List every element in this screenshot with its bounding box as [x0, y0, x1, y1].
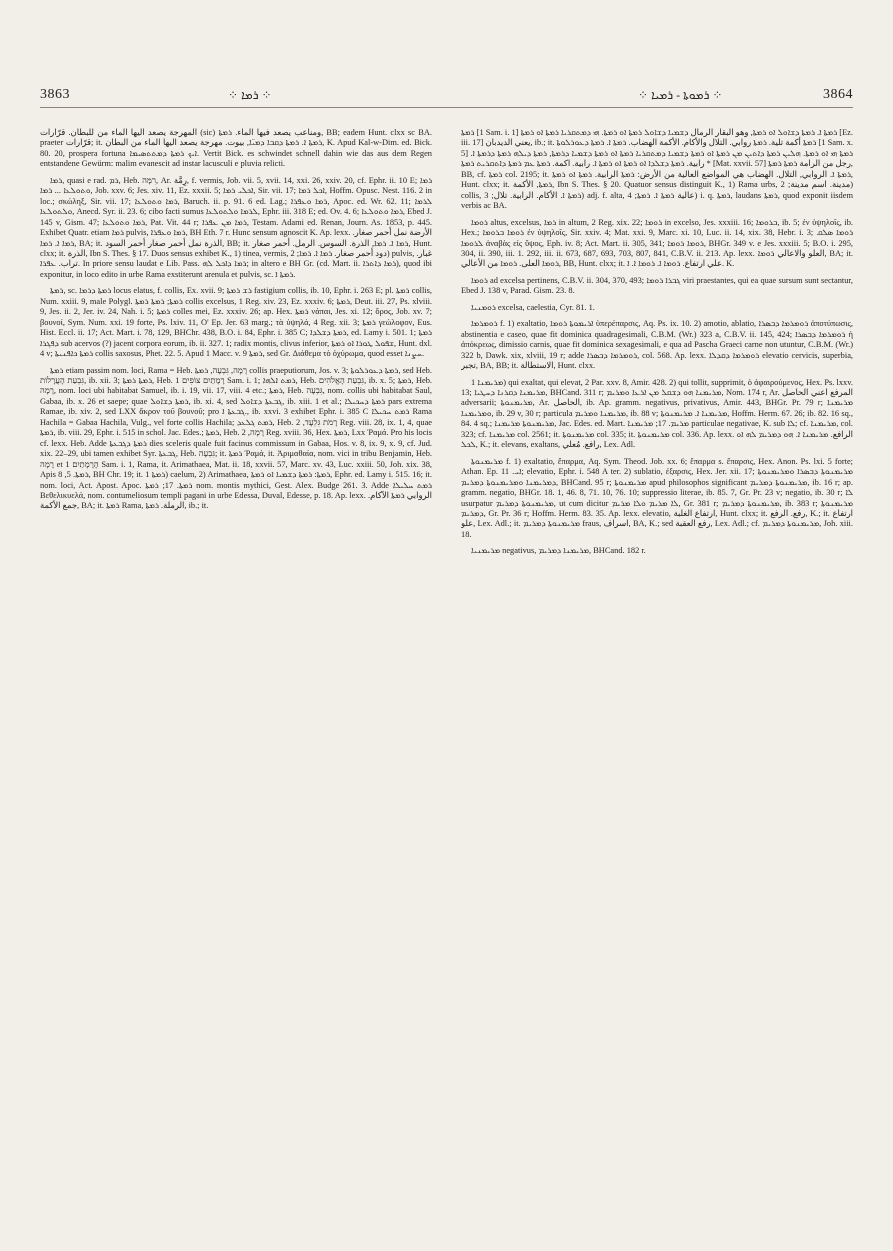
left-running-title: ⁘ ܪܡܐ ⁘: [228, 88, 272, 102]
entry-paragraph: ܪܘܡܐ altus, excelsus, ܪܡܐ in altum, 2 Reg. xix. 22; ܪܘܡܐ in excelso, Jes. xxxiii. 16; ܒܪܘܡܐ, ib. 5; ἐν ὑψηλοῖς, ib. Hex.; ܪܘܡܐ ܒܪܘܡܐ ἐν ὑψηλοῖς, Sir. xxiv. 4; Mat. xxi. 9, Marc. xi. 10, Luc. ii. 14, xix. 38, Hebr. i. 3; ܪܘܡܐ ܣܠܩ ܠܪܘܡܐ ἀναβὰς εἰς ὕψος, Eph. iv. 8; Act. Mart. ii. 305, 341; ܪܘܡܐ ܪܘܡܐ, BHGr. 349 v. e Jes. xxxiii. 5; B.O. i. 295, 304, ii. 390, iii. 1. 292, iii. ii. 673, 687, 693, 703, 807, 841, C.B.V. ii. 213. Ap. lexx. العلو والاعالي ܪܘܡܐ, BA; it. ܪܘܡܐ العلى. ܪܘܡܐ من الأعالي, BB, Hunt. clxx; it. علي ارتفاع. ܪܘܡܐ ܐ. ܪܘܡܐ ܐ. ܐ. K.: [461, 217, 853, 269]
entry-paragraph: ܪܘܡܢܝܐ excelsa, caelestia, Cyr. 81. 1.: [471, 302, 595, 312]
right-page-number: 3864: [823, 87, 853, 102]
left-column: [40, 128, 432, 1218]
entry-paragraph: ܪܘܡܐ ad excelsa pertinens, C.B.V. ii. 304, 370, 493; ܓܒܪܐ ܪܘܡܐ viri praestantes, qui ea quae sursum sunt sectantur, Ebed J. 138 v, Parad. Gism. 23. 8.: [461, 275, 853, 296]
entry-paragraph: المهرجة يصعد اليها الماء من للبطان. قرّارات (sic) ومناعب يصعد فيها الماء. ܪܡܬܐ, BB; eadem Hunt. clxx sc BA. praeter قرّارات; it. ܪܡܬܐ ܐ. ܪܡܬܐ ܕܩܒܐ ܕܡܝ̈ܐ, بيوت. مهرجة يصعد اليها الماء من البطان, K. Apud Kal-w-Dim. ed. Bick. 80. 20, prospera fortuna ܐܝܟ ܪܡܬܐ ܕܡܬܬܣܝܡܐ. Vertit Bick. es schwindet schnell dahin wie das aus dem Regen entstandene Gewürm: malim evanescit ad instar lacusculi e pluvia relicti.: [40, 128, 432, 169]
right-column: [461, 128, 853, 1218]
entry-paragraph: ܪܡܬܐ [1 Sam. i. 1] ܪܡܬܐ ܐ. ܪܡܬܐ ܕܫܐܘܠ ܐܘ ܪܡܬܐ, وهو البقار الرمال ܕܫܡܝܐ ܕܫܐܘܠ ܪܡܬܐ ܐܘ ܪܡܬܐ. ܗܝ ܕܡܬܩܪܝܐ ܪܡܬܐ ܐܘ ܪܡܬܐ [Ez. iii. 17] يعني الديدبان, ib.; it. ܪܡܬܐ أكمة تلية. ܪܡܬܐ روابي. التلال والأكام. الأكمة الهضاب. ܪܡܬܐ ܐ. ܪܡܬܐ ܕܥܘܪܠܘܬܐ [1 Sam. x. 5] ܪܡܬܐ ܗܝ ܐܘ ܪܡܬܐ. ܗܠܝܢ ܪܡܬܐ ܕܐܬܝܢ ܡܢ ܪܡܬܐ ܐܘ ܪܡܬܐ ܕܫܡܝܐ ܕܡܬܩܪܝܐ ܪܡܬܐ ܐܘ ܪܡܬܐ ܕܫܡܝܐ ܕܪܡܬܐ, ܪܡܬܐ ܕܝܠܗ ܪܡܬܐ ܕܪܡܬܐ ܐ. رابية. ܪܡܬܐ ܕܫܠܕܐ ܐܘ ܪܡܬܐ ܐܘ ܪܡܬܐ ܐ. رابية. اكمة. ܪܡܬܐ ܥܡ ܪܡܬܐ ܕܐܬܩܪܝܬ ܪܡܬܐ * [Mat. xxvii. 57] رجل من الرامة ܪܡܬܐ ܪܡܬܐ, BB, cf. ܪܡܬܐ col. 2195; it. ܪܡܬܐ ܐ. الروابي, التلال. الهضاب هي المواضع العالية من الأرض: ܪܡܬܐ الرابية. ܪܡܬܐ ܐܘ ܪܡܬܐ, Hunt. clxx; it. ܪܡܬܐ, الأكمة, Ibn S. Thes. § 20. Quatuor sensus distinguit K., 1) Rama urbs, مدينة. اسم مدينة; 2) collis, ܪܡܬܐ ܐ. الأكام. الرابية. تلال; 3) adj. f. alta, عالية ܪܡܬܐ ܐ. ܪܡܬܐ; 4) i. q. ܪܡܬܐ, laudans ܪܡܬܐ, quod exponit iisdem verbis ac BA.: [461, 128, 853, 211]
left-page-number: 3863: [40, 87, 70, 102]
entry-paragraph: ܪܡܐ, quasi e rad. ܪܡ, Heb. רִמָּה, Ar. رِمَّة, f. vermis, Job. vii. 5, xvii. 14, xxi. 26, xxiv. 20, cf. Ephr. ii. 10 E; ܪܡܐ ܘܬܘܠܥܐ ... ܪܡܐ, Job. xxv. 6; Jes. xiv. 11, Ez. xxxii. 5; ܐܟܠܝ ܪܡܐ, Sir. vii. 17; ܐܟܠ ܪܡܐ, Hoffm. Opusc. Nest. 116. 2 in loc.; σκώληξ, Sir. vii. 17; ܪܡܐ ܘܬܘܠܥܐ, Baruch. ii. p. 91. 6 ed. Lag.; ܪܡܐ ܘܥܦܪܐ, Apoc. ed. Wr. 62. 11; ܠܪܡܐ ܘܠܬܘܠܥܐ, Anecd. Syr. ii. 23. 6; cibo facti sumus ܠܪܡܐ ܘܠܬܘܠܥܐ, Ephr. iii. 318 E; ed. Ov. 4. 6; ܪܡܐ ܘܬܘܠܥܐ, Ebed J. 145 v, Gism. 47; ܪܡܐ ܘܬܘܠܥܐ, Pat. Vit. 44 r; ܪܡܐ ܡܢ ܥܦܪܐ, Testam. Adami ed. Renan, Journ. As. 1853, p. 445. Exhibet Quatr. etiam ܪܡܐ pulvis, ܪܡܐ ܘܥܦܪܐ, BH Eth. 7 r. Hunc sensum agnoscit K. Ap. lexx. الأرضة نمل أحمر صغار. ܪܡܐ ܐ. ܪܡܐ, BA; it. الذرة نمل أحمر صغار أحمر السود, BB; it. ܪܡܐ ܐ. ܪܡܐ, الذرة. السوس. الرمل. أحمر صغار, Hunt. clxx; it. الذرة, Ibn S. Thes. § 17. Duos sensus exhibet K., 1) tinea, vermis, دود أحمر صغار. ܪܡܐ ܐ. ܪܡܐ; 2) pulvis, غبار. تراب. ܥܦܪܐ. In priore sensu laudat e Lib. Pass. ܪܡܐ ܕܐܟܠ ܠܗ; in altero e BH Gr. (cd. Mart. ii. ܪܡܐ ܕܐܬܪܐ), quod ibi exponitur, in loco edito in urbe Rama exstiterunt arenula et pulvis, sc. ܪܡܬܐ ܐ.: [40, 175, 432, 279]
right-running-title: ⁘ ܪܡܘܬܐ - ܪܡܝܐ ⁘: [638, 88, 723, 102]
entry-paragraph: ܡܪܝܡܢܝܐ negativus, ܡܪܝܡܢܐ ܕܡܪܝܡ, BHCand. 182 r.: [471, 546, 646, 556]
running-header: [40, 83, 853, 108]
entry-paragraph: ܪܘܡܪܡܐ f. 1) exaltatio, ܐܪܝܡܘܬܐ ܪܘܡܐ ὑπερέπαρσις, Aq. Ps. ix. 10. 2) amotio, ablatio, ܪܘܡܪܡܐ ܕܒܣܪܐ ἀποτύπωσις, abstinentia e caseo, quae fit dominica quadragesimali, C.B.M. (Wr.) 323 a, C.B.V. ii. 145, 424; ܪܘܡܪܡܐ ܕܒܣܪܐ ἡ ἀπόκρεως, dimissio carnis, quae fit dominica sexagesimali, e qua ad Pascha Graeci carne non utuntur, C.B.M. (Wr.) 322 b, Dawk. xix, xlviii, 19 r; adde ܪܘܡܪܡܐ ܕܒܣܪܐ, col. 568. Ap. lexx. ܪܘܡܪܡܐ ܕܩܕܠܐ elevatio cervicis, superbia, تجبر, BA, BB; it. الاستطالة, Hunt. clxx.: [461, 319, 853, 371]
entry-paragraph: ܪܡܬܐ, sc. ܪܡܬܐ ܕܪܡܐ locus elatus, f. collis, Ex. xvii. 9; ܪܫ ܪܡܬܐ fastigium collis, ib. 10, Ephr. i. 263 E; pl. ܪܡܬܐ collis, Num. xxiii. 9, male Polygl. ܪܡܬܐ; ܪܡܬܐ ܪܡܬܐ collis excelsus, 1 Reg. xiv. 23, Ez. xxxiv. 6; ܪܡܬܐ, Deut. iii. 27, Ps. xlviii. 9, Jes. ii. 2, Jer. iv. 24, Nah. i. 5; ܪܡܬܐ colles mei, Ez. xxxiv. 26; ap. Hex. ܪܡܬܐ νάπαι, Jes. xi. 12; ὄρος, Job. xv. 7; βουνοί, Sym. Num. xxi. 19 forte, Ps. lxiv. 11, O' Ep. Jer. 63 marg.; τὰ ὑψηλά, 4 Reg. xii. 3; ܪܡܬܐ γεώλοφον, Eus. Hist. Eccl. ii. 17; Act. Mart. i. 78, 129, BHChr. 438, B.O. i. 84, Ephr. i. 385 C; ܪܡܬܐ ܕܫܠܕܐ, ed. Lamy i. 501. 1; ܪܡܬܐ ܕܦܓܪܐ sub acervos (?) jacent corpora eorum, ib. ii. 327. 1; radix montis, clivus inferior, ܫܦܘܠ ܛܘܪܐ ܐܘ ܪܡܬܐ, Hunt. dxl. 4 v; ܪܡܬܐ ܟܐܦܢܝܬܐ collis saxosus, Phet. 22. 5. Apud 1 Macc. v. 9 ܪܡܬܐ, sed Gr. Διάθεμα τὸ ὀχύρωμα, quod esset ܚܨܢܐ.: [40, 286, 432, 359]
entry-paragraph: ܡܪܝܡܢܐ 1) qui exaltat, qui elevat, 2 Par. xxv. 8, Amir. 428. 2) qui tollit, supprimit, ὁ ἀφαιρούμενος, Hex. Ps. lxxv. 13; ܡܪܝܡܢܐ ܕܩܪܢܐ ܕܚܛܝܐ, BHCand. 311 r; ܡܪܝܡܢܐ ܗܘ ܕܫܩܠ ܡܢ ܐܪܥܐ ܘܡܪܝܡ, Nom. 174 r, Ar. المرفع اعني الحاصل adversarii; ܡܪܝܡܢܘܬܐ, Ar. الحاصل, ib. Ap. gramm. negativus, privativus, Amir. 443, BHGr. Pr. 79 r; ܡܪܝܡܢܐ ܘܡܪܝܡܢܐ, ib. 29 v, 30 r; particula ܡܪܝܡܢܐ ܘܡܪܝܡ, ib. 88 v; ܡܪܝܡܢܐ ܐ. ܡܪܝܡܢܘܬܐ, Hoffm. Herm. 67. 26; ib. 82. 16 sq., 84. 4 sq.; ܡܪܝܡܢܘܬܐ ܡܪܝܡܢܐ, Jac. Edes. ed. Mart. ܡܪܝܡ. 17; ܡܪܝܡܢܐ particulae negativae, K. sub ܠܐ; cf. ܡܪܝܡܢܐ, col. 323; cf. ܡܪܝܡܢܐ col. 2561; it. ܡܪܝܡܢܘܬܐ col. 335; it. ܡܪܝܡܢܘܬܐ col. 336. Ap. lexx. الرافع. ܡܪܝܡܢܐ ܐ. ܗܘ ܕܡܪܝܡ ܠܗ ܐܘ ܠܟܠ, K.; it. elevans, exaltans, رافع. مُعلي, Lex. Adl.: [461, 377, 853, 450]
entry-paragraph: ܪܡܬܐ etiam passim nom. loci, Rama = Heb. רָמָה, גִּבְעָה, ܪܡܬܐ collis praeputiorum, Jos. v. 3; ܪܡܬܐ ܕܥܘܪܠܘܬܐ, sed Heb. גִּבְעַת הָעֲרָלוֹת, ib. xii. 3; ܪܡܬܐ ܪܡܬܐ, Heb. רָמָתַיִם צוֹפִים 1 Sam. i. 1; ܪܡܬ ܐܠܗܐ, Heb. גִּבְעַת הָאֱלֹהִים, ib. x. 5; ܪܡܬܐ, Heb. רָמָה, nom. loci ubi habitabat Samuel, ib. i. 19, vii. 17, viii. 4 etc.; ܪܡܬܐ, Heb. גִּבְעָה, nom. collis ubi habitabat Saul, Gabaa, ib. x. 26 et saepe; quae ܪܡܬܐ ܕܫܐܘܠ, ib. xi. 4, sed ܓܒܥܬܐ ܕܫܐܘܠ, ib. xiii. 1 et al.; ܪܡܬܐ ܕܚܟܝܠܐ pars extrema Ramae, ib. xiv. 2, sed LXX ἄκρον τοῦ βουνοῦ; pro ܓܒܥܬܐ ܐ., ib. xxvi. 3 exhibet Ephr. i. 385 C ܪܡܬ ܚܟܝܠܐ Rama Hachila = Gabaa Hachila, Vulg., vel forte collis Hachila; ܪܡܬ ܓܠܥܕ, Heb. רָמֹת גִּלְעָד, 2 Reg. viii. 28, ix. 1, 4, quae ܪܡܬܐ, ib. viii. 29, Ephr. i. 515 in schol. Jac. Edes.; ܪܡܬܐ, Heb. רָמָה, 2 Reg. xviii. 36, Hex. ܪܡܬܐ, Lxx Ῥαμά. Pro his locis cf. lexx. Heb. Adde ܪܡܬܐ ܕܓܒܥܬܐ dies sceleris quale fuit facinus commissum in Gabaa, Hos. v. 8, ix. 9, x. 9, cf. Jud. xix. 22–29, ubi tamen exhibet Syr. ܓܒܥܬܐ, Heb. גִּבְעָה; it. ܪܡܬܐ Ῥαμά, it. Ἀριμαθαία, nom. vici in tribu Benjamin, Heb. רָמָה et הָרָמָתַיִם 1 Sam. i. 1, Rama, it. Arimathaea, Mat. ii. 18, xxvii. 57, Marc. xv. 43, Luc. xxiii. 50, Joh. xix. 38, Apis ܪܡܬܐ. 5, 8, BH Chr. 19; it. ܪܡܬܐ 1) caelum, 2) Arimathaea, ܪܡܬܐ: ܪܡܬܐ ܕܫܡܝܐ ܐܘ ܪܡܬܐ, Ephr. ed. Lamy i. 515. 16; it. nom. loci, Act. Apost. Apoc. ܪܡܬܐ. 17; ܪܡܬܐ nom. montis mythici, Gest. Alex. Budge 261. 3. Adde ܪܡܬ ܚܠܝܠܐ Βεθελικυελά, nom. contumeliosum templi pagani in urbe Edessa, Duval, Edesse, p. 18. Ap. lexx. الروابي ܪܡܬܐ الآكام. جمع الأكمة, BA; it. ܪܡܬܐ Rama, الرملة. ܪܡܬܐ, ib.; it.: [40, 365, 432, 511]
entry-paragraph: ܡܪܝܡܢܘܬܐ f. 1) exaltatio, ἔπαρμα, Aq. Sym. Theod. Job. xx. 6; ἔπαρμα s. ἔπαρσις, Hex. Anon. Ps. lxi. 5 forte; Athan. Ep. ܐܝ. 11; elevatio, Ephr. i. 548 A ter. 2) sublatio, ἐξαρσις, Hex. Jer. xii. 17; ܡܪܝܡܢܘܬܐ ܕܒܣܪܐ ܘܡܪܝܡܢܘܬܐ ܕܡܪܝܡܢܐ ܘܡܪܝܡܢܘܬܐ ܕܡܪܝܡ, BHCand. 95 r; ܡܪܝܡܢܘܬܐ apud philosophos significant ܡܪܝܡܢܘܬܐ ܕܡܪܝܡ, ib. 16 r; ap. gramm. negatio, BHGr. 18. 1, 46. 8, 71. 10, 76. 10; suppressio literae, ib. 85. 7, Gr. Pr. 23 v; negatio, ib. 30 r; ܠܐ usurpatur ܡܪܝܡܢܘܬܐ ܕܡܪܝܡ, ut cum dicitur ܠܐ ܡܪܝܡ ܘܠܐ ܡܪܝܡ, Gr. 381 r; ܡܪܝܡܢܘܬܐ ܕܡܪܝܡ, ib. 383 r; ܡܪܝܡܢܘܬܐ ܕܡܪܝܡ, Gr. Pr. 36 r; Hoffm. Herm. 83. 35. Ap. lexx. elevatio, ارتفاع الغلبة, Hunt. clxx; it. رفع. الرفع, K.; it. ارتفاع علو, Lex. Adl.; it. ܡܪܝܡܢܘܬܐ ܕܡܪܝܡ fraus, اسراف, BA, K.; sed رفع العقبة, Lex. Adl.; cf. ܡܪܝܡܢܘܬܐ ܕܡܪܝܡ, Joh. xiii. 18.: [461, 456, 853, 539]
